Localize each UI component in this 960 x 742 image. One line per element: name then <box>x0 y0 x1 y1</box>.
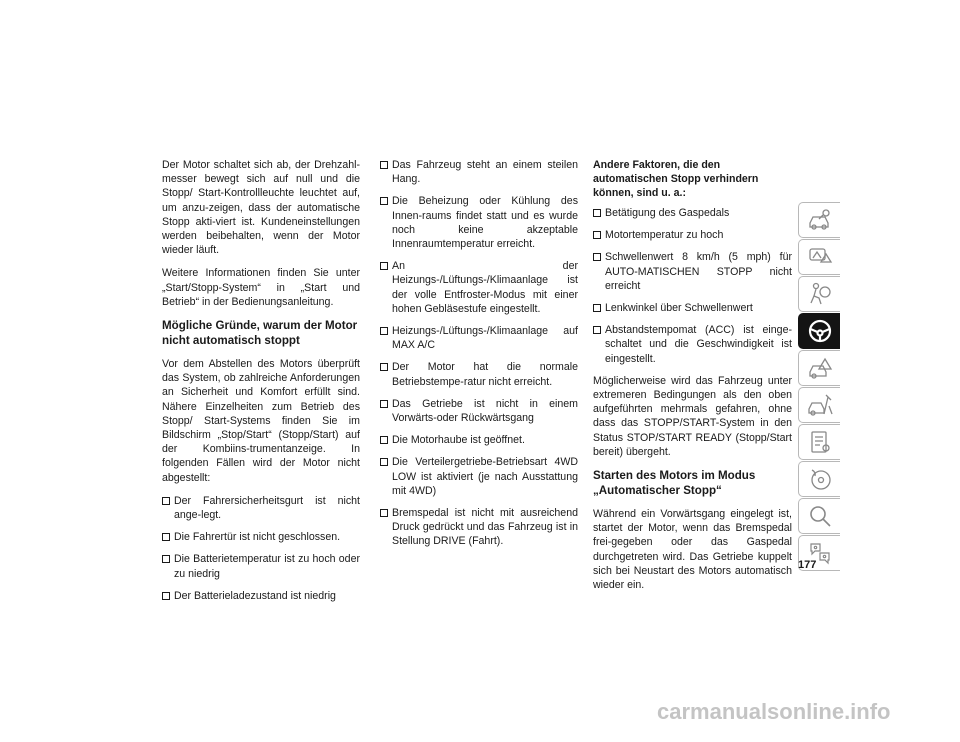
dashboard-warning-icon <box>807 244 833 270</box>
list-item: Das Fahrzeug steht an einem steilen Hang. <box>380 158 578 186</box>
reasons-list-2 <box>380 158 578 549</box>
tab-starting-operating[interactable] <box>798 313 840 349</box>
other-factors-list <box>593 206 792 366</box>
list-item: Die Fahrertür ist nicht geschlossen. <box>162 530 360 544</box>
car-service-tools-icon <box>807 392 833 418</box>
list-item: Bremspedal ist nicht mit ausreichend Druck gedrückt und das Fahrzeug ist in Stellung DRIVE (Fahrt). <box>380 506 578 549</box>
list-item: Der Batterieladezustand ist niedrig <box>162 589 360 603</box>
other-factors-subheading: Andere Faktoren, die den automatischen Stopp verhindern können, sind u. a.: <box>593 159 759 199</box>
list-item: Abstandstempomat (ACC) ist einge-schaltet und die Geschwindigkeit ist eingestellt. <box>593 323 792 366</box>
middle-column <box>380 158 578 557</box>
reasons-paragraph: Vor dem Abstellen des Motors überprüft das System, ob zahlreiche Anforderungen an Sicherheit und Komfort erfüllt sind. Nähere Einzelheiten zum Betrieb des Stopp/ Start-Systems finden Sie im Bildschirm „Stop/Start“ (Stopp/Start) auf der Kombiins-trumentanzeige. In folgenden Fällen wird der Motor nicht abgestellt: <box>162 358 360 484</box>
list-item: Lenkwinkel über Schwellenwert <box>593 301 792 315</box>
airbag-safety-icon <box>807 281 833 307</box>
reasons-list-1 <box>162 494 360 603</box>
tab-instrument-panel[interactable] <box>798 239 840 275</box>
intro-paragraph: Der Motor schaltet sich ab, der Drehzahl-messer bewegt sich auf null und die Stopp/ Start-Kontrollleuchte leuchtet auf, um anzu-zeigen, dass der automatische Stopp akti-viert ist. Kundeneinstellungen werden beibehalten, wenn der Motor wieder läuft. <box>162 159 360 257</box>
list-item: Die Verteilergetriebe-Betriebsart 4WD LOW ist aktiviert (je nach Ausstattung mit 4WD) <box>380 455 578 498</box>
list-item: Die Motorhaube ist geöffnet. <box>380 433 578 447</box>
right-column <box>593 158 792 601</box>
list-item: Heizungs-/Lüftungs-/Klimaanlage auf MAX A/C <box>380 324 578 352</box>
tab-safety[interactable] <box>798 276 840 312</box>
page-number: 177 <box>798 559 817 571</box>
list-item: Motortemperatur zu hoch <box>593 228 792 242</box>
footer-watermark: carmanualsonline.info <box>657 699 891 724</box>
steering-wheel-icon <box>807 318 833 344</box>
tab-in-case-of-emergency[interactable] <box>798 350 840 386</box>
list-item: Die Batterietemperatur ist zu hoch oder zu niedrig <box>162 552 360 580</box>
list-item: Schwellenwert 8 km/h (5 mph) für AUTO-MATISCHEN STOPP nicht erreicht <box>593 250 792 293</box>
info-paragraph: Weitere Informationen finden Sie unter „Start/Stopp-System“ in „Start und Betrieb“ in der Bedienungsanleitung. <box>162 267 360 308</box>
tab-index[interactable] <box>798 498 840 534</box>
list-item: Die Beheizung oder Kühlung des Innen-raums findet statt und es wurde noch keine akzeptable Innenraumtemperatur erreicht. <box>380 194 578 251</box>
list-item: Der Fahrersicherheitsgurt ist nicht ange-legt. <box>162 494 360 522</box>
technical-specs-icon <box>807 429 833 455</box>
left-column <box>162 158 360 611</box>
tab-getting-to-know[interactable] <box>798 202 840 238</box>
section-heading-restart: Starten des Motors im Modus „Automatischer Stopp“ <box>593 469 756 498</box>
list-item: Der Motor hat die normale Betriebstempe-ratur nicht erreicht. <box>380 360 578 388</box>
section-heading-reasons: Mögliche Gründe, warum der Motor nicht automatisch stoppt <box>162 319 358 348</box>
car-key-icon <box>807 207 833 233</box>
list-item: Das Getriebe ist nicht in einem Vorwärts-oder Rückwärtsgang <box>380 397 578 425</box>
conditions-paragraph: Möglicherweise wird das Fahrzeug unter extremeren Bedingungen als den oben aufgeführten mehrmals gefahren, ohne dass das STOPP/START-System in den Status STOP/START READY (Stopp/Start bereit) übergeht. <box>593 374 792 458</box>
tab-technical-specifications[interactable] <box>798 424 840 460</box>
tab-servicing-maintenance[interactable] <box>798 387 840 423</box>
restart-paragraph: Während ein Vorwärtsgang eingelegt ist, startet der Motor, wenn das Bremspedal frei-gegeben oder das Gaspedal durchgetreten wird. Das Getriebe kuppelt sich bei Neustart des Motors automatisch wieder ein. <box>593 508 792 592</box>
roadside-emergency-icon <box>807 355 833 381</box>
list-item: An der Heizungs-/Lüftungs-/Klimaanlage ist der volle Entfroster-Modus mit einer hohen Gebläsestufe eingestellt. <box>380 259 578 316</box>
list-item: Betätigung des Gaspedals <box>593 206 792 220</box>
multimedia-disc-icon <box>807 466 833 492</box>
chapter-tabs <box>798 202 840 572</box>
tab-multimedia[interactable] <box>798 461 840 497</box>
magnifier-index-icon <box>807 503 833 529</box>
